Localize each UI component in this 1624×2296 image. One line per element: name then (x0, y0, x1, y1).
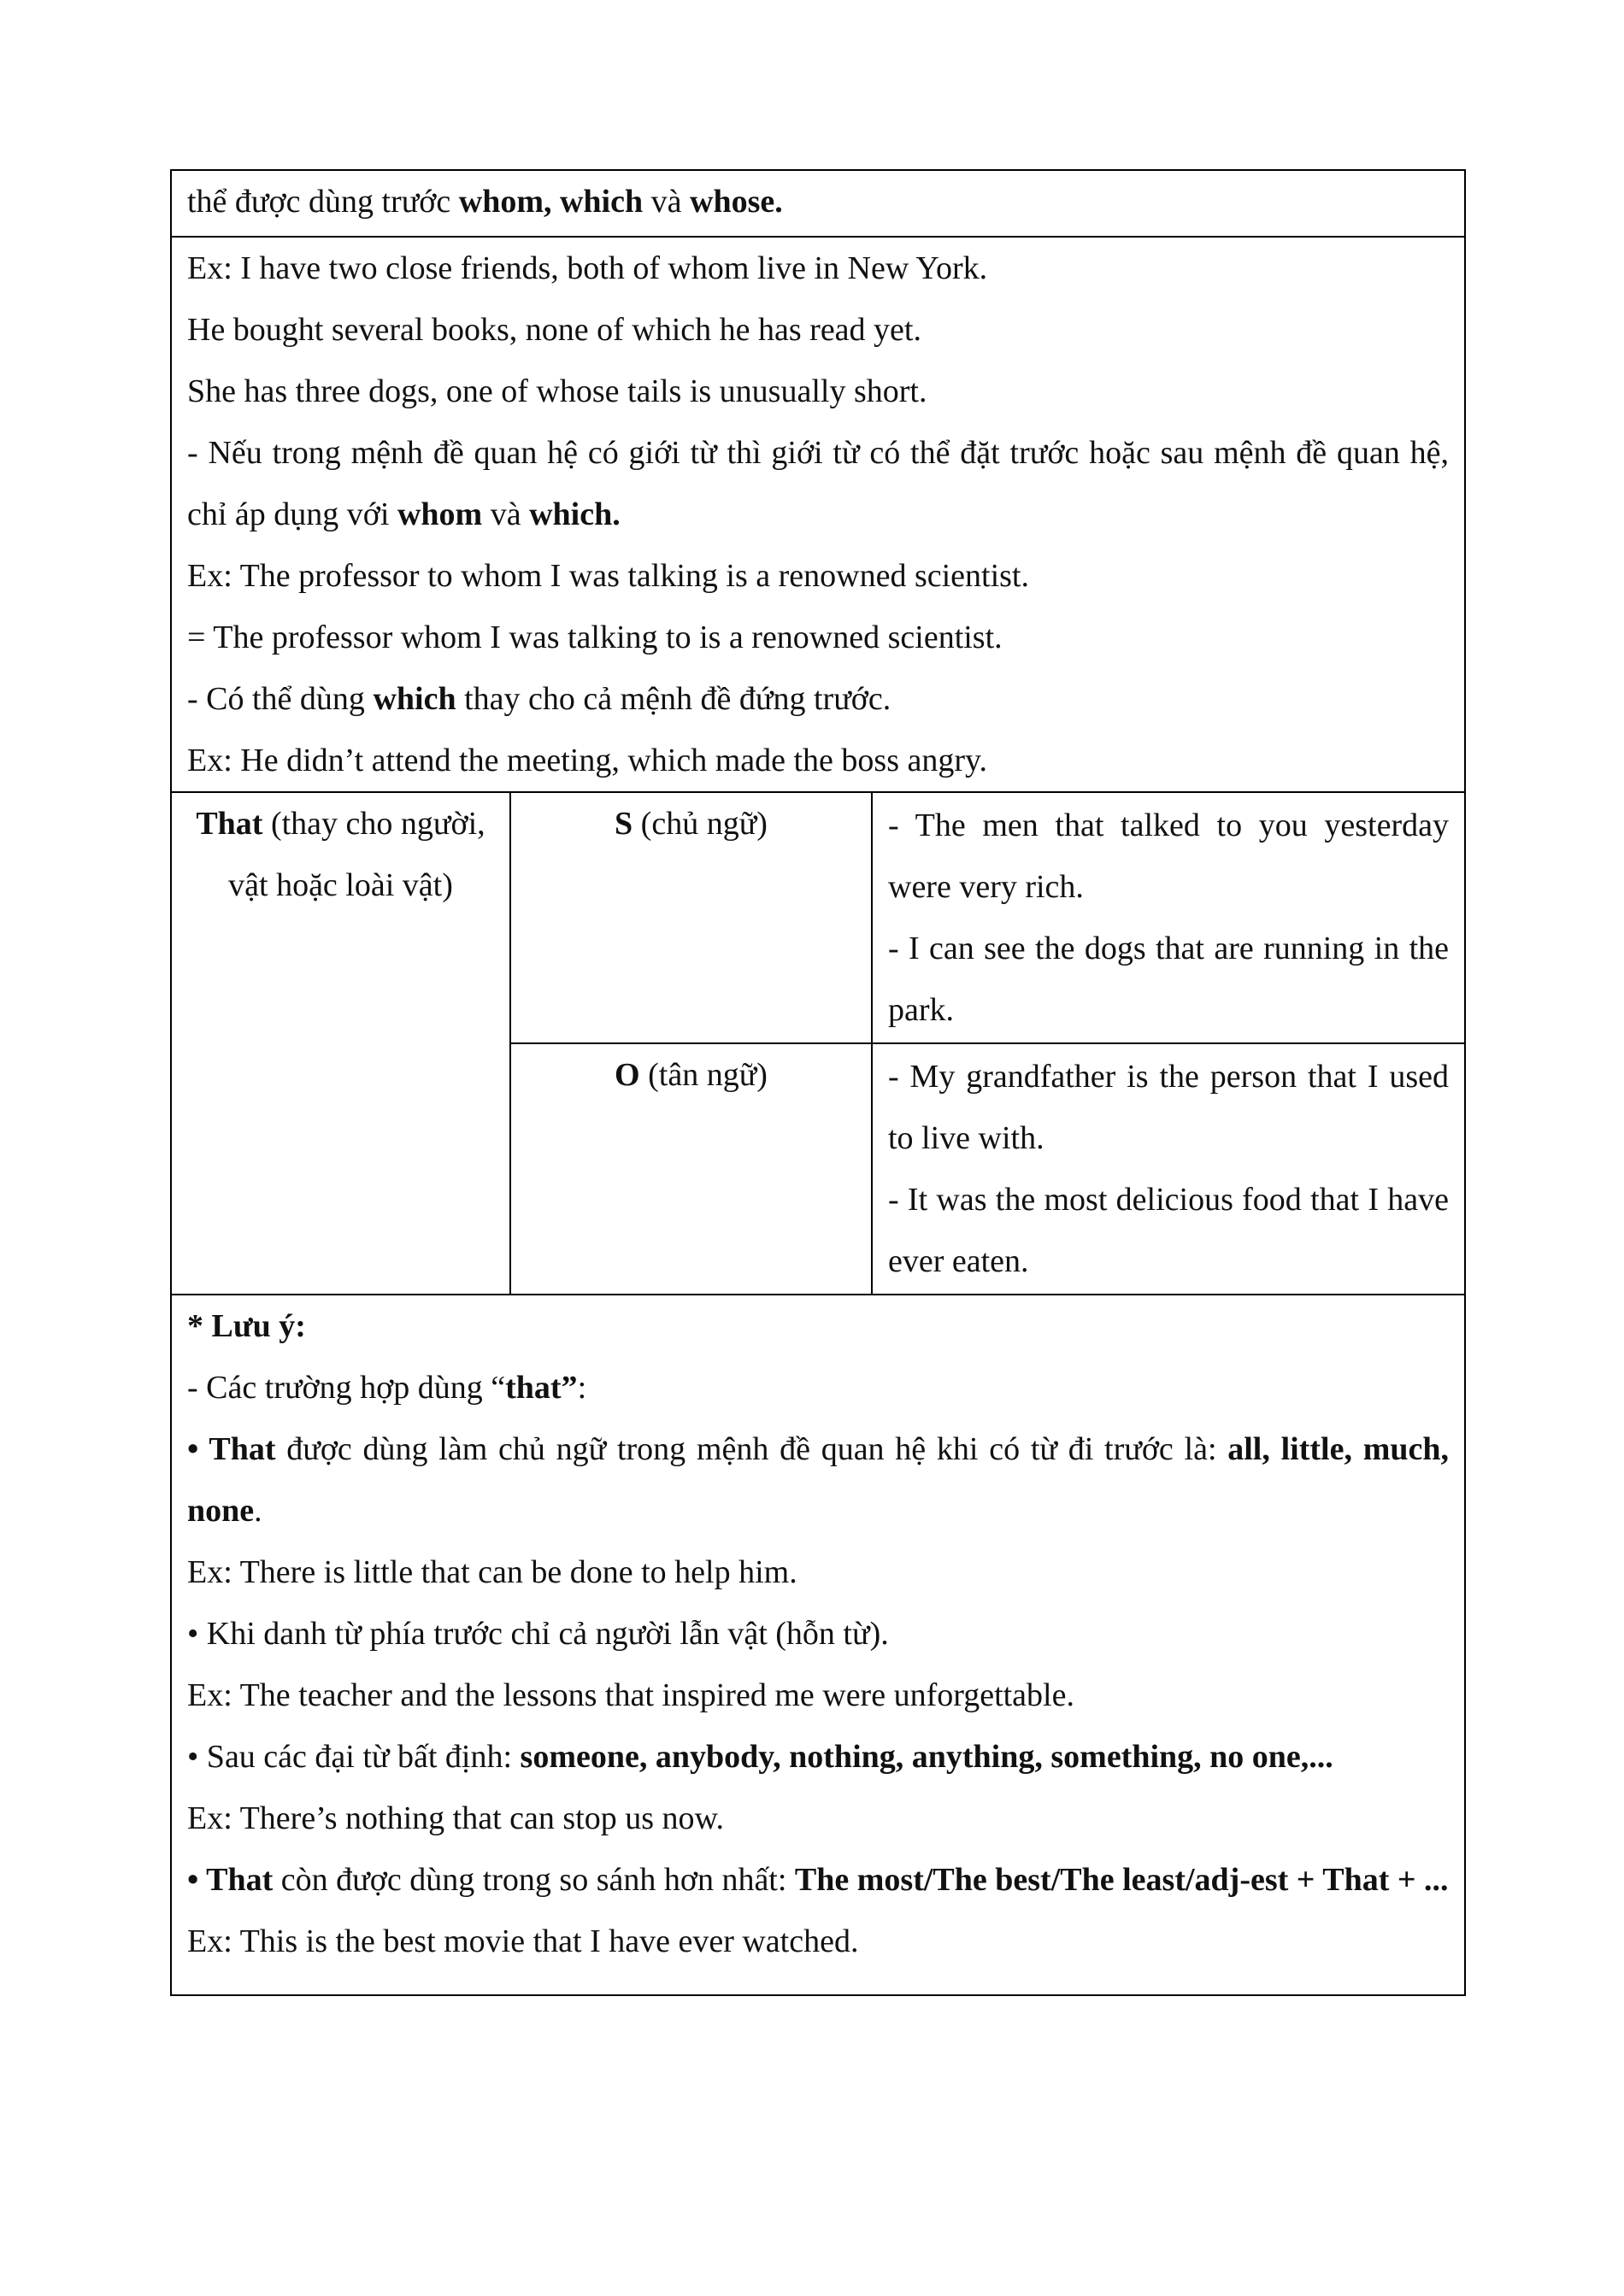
bold-span: which. (529, 496, 621, 532)
note-paragraph (187, 1418, 1449, 1541)
object-cell (510, 1043, 872, 1295)
note-paragraph (187, 1357, 1449, 1418)
text-span: thay cho cả mệnh đề đứng trước. (456, 681, 891, 717)
note-paragraph (187, 1849, 1449, 1911)
subject-cell (510, 792, 872, 1043)
table-row (171, 237, 1465, 792)
bold-span: that” (505, 1370, 578, 1406)
that-label (187, 793, 494, 916)
table-row (171, 792, 1465, 1043)
example-line: - It was the most delicious food that I have ever eaten. (888, 1182, 1450, 1279)
example-line: - My grandfather is the person that I used to live with. (888, 1059, 1450, 1156)
text-span: • Sau các đại từ bất định: (187, 1739, 521, 1775)
bold-span: That (196, 806, 263, 842)
example-line: Ex: There is little that can be done to help him. (187, 1554, 797, 1590)
object-label (527, 1044, 856, 1106)
subject-label (527, 793, 856, 854)
bold-span: all, little, much, none (187, 1431, 1449, 1529)
note-paragraph (187, 1726, 1449, 1788)
subject-examples-cell (872, 792, 1465, 1043)
bold-span: S (615, 806, 633, 842)
text-span: và (482, 496, 530, 532)
object-examples-cell (872, 1043, 1465, 1295)
bold-span: whom (397, 496, 483, 532)
text-span: và (643, 184, 690, 220)
bold-span: whom, which (458, 184, 644, 220)
text-span: . (254, 1493, 262, 1529)
example-line: - I can see the dogs that are running in the park. (888, 931, 1450, 1028)
notes-heading (187, 1295, 1449, 1357)
text-span: còn được dùng trong so sánh hơn nhất: (273, 1862, 795, 1898)
bold-span: The most/The best/The least/adj-est + That + ... (794, 1862, 1449, 1898)
bold-span: • That (187, 1862, 274, 1898)
example-line: Ex: The professor to whom I was talking is a renowned scientist. (187, 558, 1029, 594)
text-span: : (577, 1370, 587, 1406)
bold-span: whose. (690, 184, 783, 220)
grammar-table (170, 169, 1466, 1996)
text-span: được dùng làm chủ ngữ trong mệnh đề quan hệ khi có từ đi trước là: (275, 1431, 1228, 1467)
text-span: - Nếu trong mệnh đề quan hệ có giới từ thì giới từ có thể đặt trước hoặc sau mệnh đề quan hệ, chỉ áp dụng với (187, 435, 1450, 532)
example-line: - The men that talked to you yesterday were very rich. (888, 807, 1450, 905)
note-paragraph (187, 668, 1449, 730)
example-line: = The professor whom I was talking to is a renowned scientist. (187, 620, 1003, 655)
note-paragraph: • Khi danh từ phía trước chỉ cả người lẫn vật (hỗn từ). (187, 1616, 889, 1652)
note-paragraph (187, 422, 1449, 545)
text-span: - Các trường hợp dùng “ (187, 1370, 506, 1406)
text-span: thể được dùng trước (187, 184, 459, 220)
example-line: Ex: I have two close friends, both of whom live in New York. (187, 250, 988, 286)
table-row (171, 1295, 1465, 1995)
bold-span: O (615, 1057, 640, 1093)
text-span: (chủ ngữ) (633, 806, 768, 842)
text-span: - Có thể dùng (187, 681, 374, 717)
example-line: Ex: This is the best movie that I have ever watched. (187, 1923, 859, 1959)
bold-span: which (373, 681, 456, 717)
example-line: Ex: He didn’t attend the meeting, which made the boss angry. (187, 743, 988, 778)
continuation-cell (171, 170, 1465, 237)
bold-span: someone, anybody, nothing, anything, something, no one,... (520, 1739, 1333, 1775)
continuation-text (187, 171, 1449, 232)
example-line: He bought several books, none of which he has read yet. (187, 312, 921, 348)
example-line: She has three dogs, one of whose tails is unusually short. (187, 373, 927, 409)
table-row (171, 170, 1465, 237)
example-line: Ex: The teacher and the lessons that inspired me were unforgettable. (187, 1677, 1074, 1713)
text-span: (thay cho người, vật hoặc loài vật) (228, 806, 485, 903)
example-line: Ex: There’s nothing that can stop us now. (187, 1800, 724, 1836)
bold-span: • That (187, 1431, 276, 1467)
notes-cell (171, 1295, 1465, 1995)
examples-cell (171, 237, 1465, 792)
bold-span: * Lưu ý: (187, 1308, 306, 1344)
text-span: (tân ngữ) (639, 1057, 768, 1093)
that-label-cell (171, 792, 510, 1295)
